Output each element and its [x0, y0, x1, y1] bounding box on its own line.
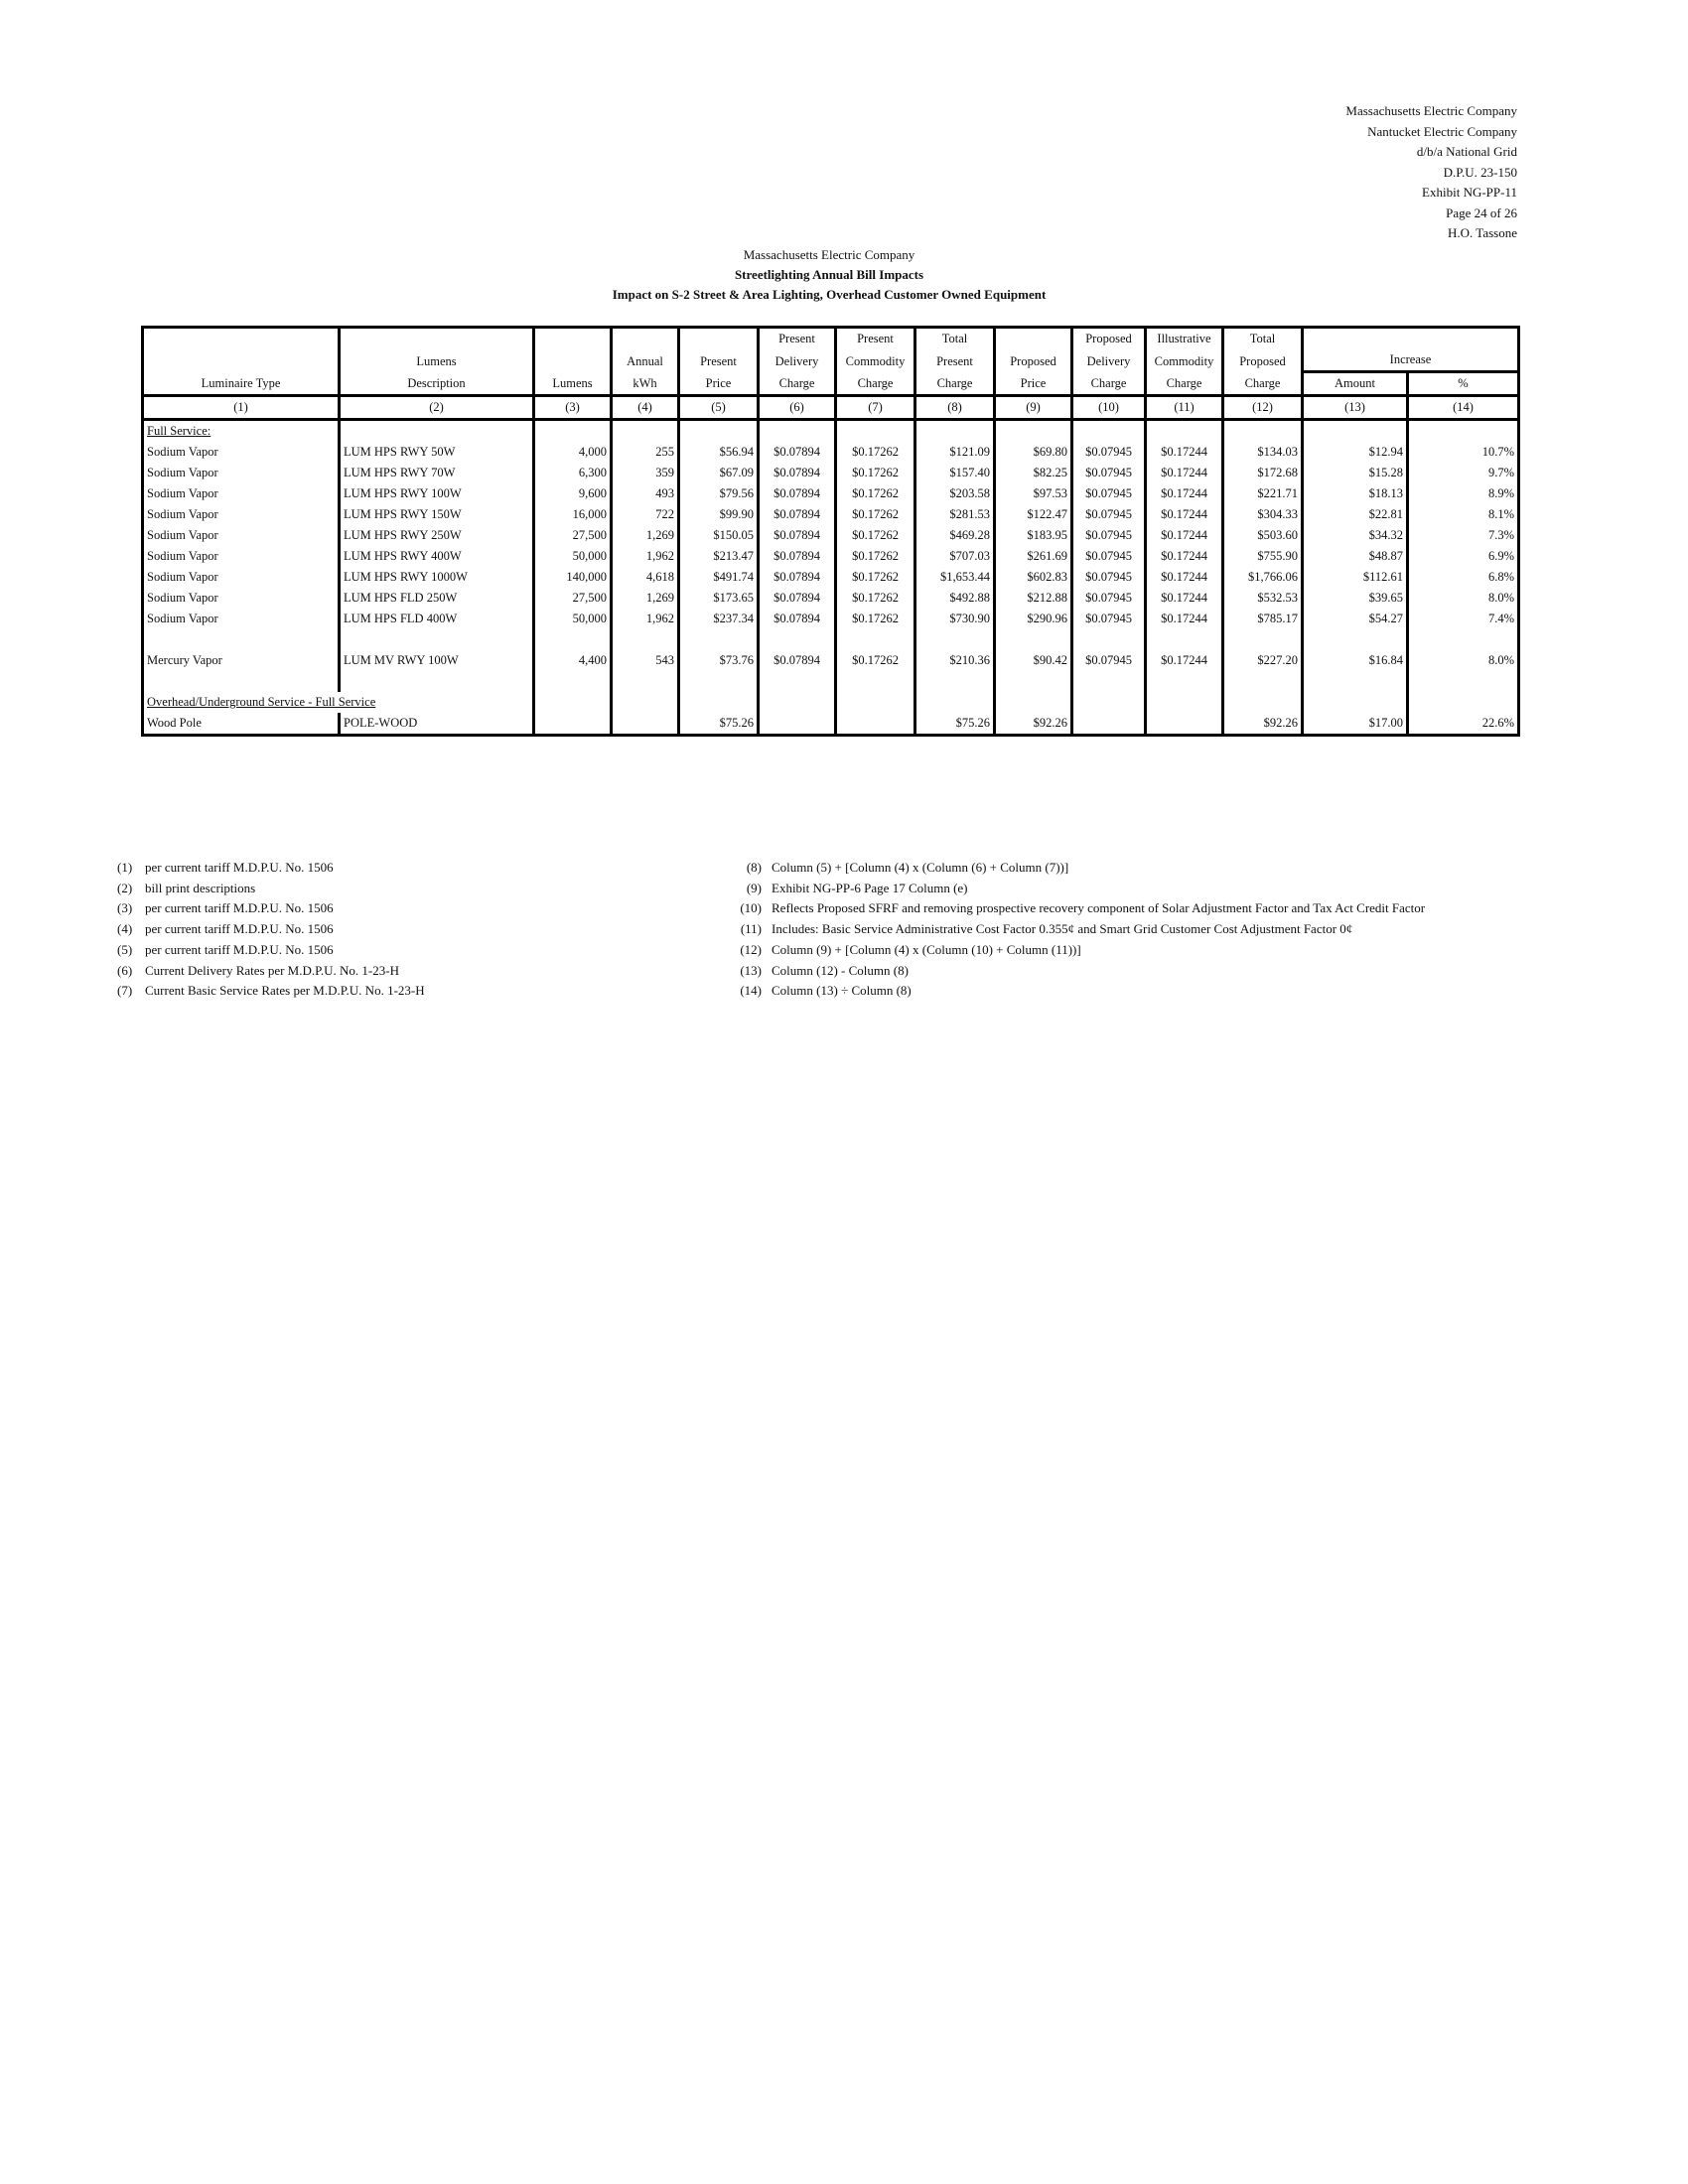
cell-total-present: $492.88: [915, 588, 995, 609]
cell-increase-amount: $18.13: [1303, 483, 1408, 504]
cell-luminaire-type: Sodium Vapor: [143, 525, 340, 546]
cell-annual-kwh: [612, 713, 679, 736]
cell-increase-amount: $12.94: [1303, 442, 1408, 463]
cell-present-commodity: $0.17262: [836, 525, 915, 546]
cell-proposed-delivery: $0.07945: [1072, 483, 1146, 504]
cell-present-price: $491.74: [679, 567, 759, 588]
cell-present-price: $237.34: [679, 609, 759, 629]
cell-total-proposed: $1,766.06: [1223, 567, 1303, 588]
cell-increase-pct: 8.0%: [1487, 653, 1514, 667]
cell-present-price: $73.76: [679, 650, 759, 671]
cell-illustrative-commodity: $0.17244: [1146, 525, 1223, 546]
footnote: (14) Column (13) ÷ Column (8): [740, 983, 912, 999]
cell-annual-kwh: 722: [612, 504, 679, 525]
cell-annual-kwh: 1,962: [612, 546, 679, 567]
cell-annual-kwh: 1,962: [612, 609, 679, 629]
col-header: Present: [836, 328, 915, 350]
col-header: Proposed: [1223, 349, 1303, 372]
col-header: Illustrative: [1146, 328, 1223, 350]
cell-present-delivery: $0.07894: [759, 588, 836, 609]
cell-present-price: $75.26: [679, 713, 759, 736]
cell-description: POLE-WOOD: [340, 713, 534, 736]
cell-proposed-price: $602.83: [995, 567, 1072, 588]
cell-total-present: $157.40: [915, 463, 995, 483]
cell-description: LUM HPS RWY 150W: [340, 504, 534, 525]
bill-impact-table: [141, 326, 1520, 737]
cell-present-commodity: $0.17262: [836, 588, 915, 609]
cell-proposed-delivery: $0.07945: [1072, 463, 1146, 483]
cell-increase-pct: 10.7%: [1481, 445, 1514, 459]
col-header: Present: [679, 349, 759, 372]
column-number: (8): [915, 396, 995, 420]
col-header-luminaire-type: Luminaire Type: [143, 372, 340, 396]
col-header: Charge: [759, 372, 836, 396]
header-line: Nantucket Electric Company: [1367, 123, 1517, 139]
footnotes-left: [117, 858, 425, 1002]
cell-proposed-price: $183.95: [995, 525, 1072, 546]
cell-illustrative-commodity: $0.17244: [1146, 442, 1223, 463]
table-row: [143, 442, 1519, 463]
col-header: Price: [995, 372, 1072, 396]
footnote: (9) Exhibit NG-PP-6 Page 17 Column (e): [746, 880, 968, 895]
cell-lumens: 140,000: [534, 567, 612, 588]
cell-proposed-price: $212.88: [995, 588, 1072, 609]
cell-present-delivery: $0.07894: [759, 504, 836, 525]
col-header: Present: [759, 328, 836, 350]
cell-proposed-delivery: $0.07945: [1072, 442, 1146, 463]
col-header: Lumens: [534, 372, 612, 396]
section-row-overhead: [143, 692, 1519, 713]
cell-present-delivery: $0.07894: [759, 463, 836, 483]
spacer-row: [143, 629, 1519, 650]
cell-description: LUM HPS RWY 50W: [340, 442, 534, 463]
cell-present-commodity: $0.17262: [836, 650, 915, 671]
cell-increase-pct: 8.9%: [1487, 486, 1514, 500]
footnote: (4) per current tariff M.D.P.U. No. 1506: [117, 921, 334, 937]
col-header: Charge: [1223, 372, 1303, 396]
cell-total-proposed: $755.90: [1223, 546, 1303, 567]
header-line: d/b/a National Grid: [1416, 144, 1517, 159]
col-header: Total: [1223, 328, 1303, 350]
footnote: (1) per current tariff M.D.P.U. No. 1506: [117, 860, 334, 875]
cell-present-commodity: $0.17262: [836, 442, 915, 463]
header-row-3: [143, 372, 1519, 396]
section-label: Overhead/Underground Service - Full Service: [147, 695, 376, 709]
cell-total-present: $203.58: [915, 483, 995, 504]
col-header: Total: [915, 328, 995, 350]
table-row: [143, 463, 1519, 483]
cell-total-proposed: $134.03: [1223, 442, 1303, 463]
cell-total-proposed: $227.20: [1223, 650, 1303, 671]
column-number: (2): [340, 396, 534, 420]
cell-proposed-delivery: $0.07945: [1072, 525, 1146, 546]
cell-illustrative-commodity: $0.17244: [1146, 609, 1223, 629]
cell-luminaire-type: Sodium Vapor: [143, 546, 340, 567]
cell-total-present: $707.03: [915, 546, 995, 567]
cell-total-proposed: $172.68: [1223, 463, 1303, 483]
footnote: (2) bill print descriptions: [117, 880, 256, 895]
col-header: Annual: [612, 349, 679, 372]
column-number: (6): [759, 396, 836, 420]
cell-increase-amount: $17.00: [1303, 713, 1408, 736]
cell-increase-pct: 7.4%: [1487, 612, 1514, 625]
cell-present-delivery: $0.07894: [759, 609, 836, 629]
cell-increase-pct: 6.9%: [1487, 549, 1514, 563]
cell-lumens: [534, 713, 612, 736]
header-row-2: [143, 349, 1519, 372]
spacer-row: [143, 671, 1519, 692]
table-row-wood-pole: [143, 713, 1519, 736]
cell-description: LUM HPS RWY 400W: [340, 546, 534, 567]
cell-increase-pct: 8.1%: [1487, 507, 1514, 521]
cell-proposed-price: $122.47: [995, 504, 1072, 525]
cell-proposed-price: $92.26: [995, 713, 1072, 736]
cell-increase-pct: 7.3%: [1487, 528, 1514, 542]
column-number: (14): [1408, 396, 1519, 420]
table-row-mercury-vapor: [143, 650, 1519, 671]
cell-illustrative-commodity: [1146, 713, 1223, 736]
cell-luminaire-type: Sodium Vapor: [143, 504, 340, 525]
cell-increase-amount: $39.65: [1303, 588, 1408, 609]
cell-total-present: $75.26: [915, 713, 995, 736]
table-row: [143, 504, 1519, 525]
cell-lumens: 6,300: [534, 463, 612, 483]
cell-description: LUM HPS RWY 70W: [340, 463, 534, 483]
column-number: (4): [612, 396, 679, 420]
cell-luminaire-type: Mercury Vapor: [143, 650, 340, 671]
footnote: (10) Reflects Proposed SFRF and removing prospective recovery component of Solar Adjustment Factor and Tax Act Credit Factor: [740, 900, 1426, 916]
column-number: (12): [1223, 396, 1303, 420]
cell-present-price: $67.09: [679, 463, 759, 483]
cell-present-delivery: [759, 713, 836, 736]
cell-proposed-delivery: $0.07945: [1072, 609, 1146, 629]
cell-total-proposed: $304.33: [1223, 504, 1303, 525]
cell-luminaire-type: Wood Pole: [143, 713, 340, 736]
cell-total-proposed: $92.26: [1223, 713, 1303, 736]
cell-total-present: $730.90: [915, 609, 995, 629]
cell-present-commodity: [836, 713, 915, 736]
cell-present-price: $150.05: [679, 525, 759, 546]
col-header: Proposed: [1072, 328, 1146, 350]
cell-proposed-delivery: [1072, 713, 1146, 736]
cell-present-commodity: $0.17262: [836, 504, 915, 525]
cell-illustrative-commodity: $0.17244: [1146, 588, 1223, 609]
cell-total-proposed: $785.17: [1223, 609, 1303, 629]
cell-illustrative-commodity: $0.17244: [1146, 483, 1223, 504]
col-header: Charge: [1146, 372, 1223, 396]
footnote: (13) Column (12) - Column (8): [740, 962, 909, 978]
cell-annual-kwh: 543: [612, 650, 679, 671]
cell-increase-pct: 22.6%: [1481, 716, 1514, 730]
cell-illustrative-commodity: $0.17244: [1146, 650, 1223, 671]
footnote: (11) Includes: Basic Service Administrative Cost Factor 0.355¢ and Smart Grid Customer Cost Adjustment Factor 0¢: [740, 921, 1353, 937]
column-number: (5): [679, 396, 759, 420]
column-number: (10): [1072, 396, 1146, 420]
cell-description: LUM HPS FLD 400W: [340, 609, 534, 629]
cell-total-proposed: $532.53: [1223, 588, 1303, 609]
col-header: %: [1458, 376, 1469, 390]
cell-present-commodity: $0.17262: [836, 546, 915, 567]
table-row: [143, 525, 1519, 546]
cell-annual-kwh: 1,269: [612, 525, 679, 546]
cell-present-delivery: $0.07894: [759, 546, 836, 567]
cell-annual-kwh: 255: [612, 442, 679, 463]
cell-lumens: 4,400: [534, 650, 612, 671]
page-title: Streetlighting Annual Bill Impacts: [734, 267, 924, 282]
cell-increase-amount: $34.32: [1303, 525, 1408, 546]
cell-annual-kwh: 4,618: [612, 567, 679, 588]
cell-total-proposed: $221.71: [1223, 483, 1303, 504]
cell-total-present: $281.53: [915, 504, 995, 525]
column-number: (11): [1146, 396, 1223, 420]
cell-present-price: $56.94: [679, 442, 759, 463]
cell-total-present: $210.36: [915, 650, 995, 671]
cell-lumens: 27,500: [534, 525, 612, 546]
header-line: Page 24 of 26: [1446, 205, 1517, 220]
exhibit-header: [1345, 101, 1517, 244]
cell-increase-amount: $54.27: [1303, 609, 1408, 629]
cell-lumens: 16,000: [534, 504, 612, 525]
cell-increase-pct: 6.8%: [1487, 570, 1514, 584]
cell-lumens: 50,000: [534, 609, 612, 629]
column-number: (7): [836, 396, 915, 420]
cell-description: LUM HPS FLD 250W: [340, 588, 534, 609]
col-header: Present: [915, 349, 995, 372]
cell-present-price: $173.65: [679, 588, 759, 609]
header-line: Massachusetts Electric Company: [1345, 103, 1517, 118]
cell-luminaire-type: Sodium Vapor: [143, 483, 340, 504]
cell-proposed-price: $290.96: [995, 609, 1072, 629]
footnote: (5) per current tariff M.D.P.U. No. 1506: [117, 941, 334, 957]
company-name: Massachusetts Electric Company: [743, 247, 915, 262]
cell-proposed-price: $261.69: [995, 546, 1072, 567]
cell-present-price: $99.90: [679, 504, 759, 525]
col-header: Delivery: [1072, 349, 1146, 372]
cell-description: LUM HPS RWY 100W: [340, 483, 534, 504]
col-header: Description: [340, 372, 534, 396]
document-titles: [141, 245, 1517, 305]
cell-luminaire-type: Sodium Vapor: [143, 442, 340, 463]
col-header: Charge: [1072, 372, 1146, 396]
cell-luminaire-type: Sodium Vapor: [143, 609, 340, 629]
footnote: (6) Current Delivery Rates per M.D.P.U. No. 1-23-H: [117, 962, 399, 978]
col-header: Charge: [836, 372, 915, 396]
cell-proposed-price: $90.42: [995, 650, 1072, 671]
cell-annual-kwh: 493: [612, 483, 679, 504]
cell-present-price: $213.47: [679, 546, 759, 567]
table-row: [143, 588, 1519, 609]
cell-illustrative-commodity: $0.17244: [1146, 567, 1223, 588]
column-number-row: [143, 396, 1519, 420]
cell-lumens: 50,000: [534, 546, 612, 567]
header-line: Exhibit NG-PP-11: [1422, 185, 1517, 200]
header-row-1: [143, 328, 1519, 350]
table-row: [143, 483, 1519, 504]
cell-increase-pct: 9.7%: [1487, 466, 1514, 479]
cell-present-delivery: $0.07894: [759, 442, 836, 463]
cell-total-proposed: $503.60: [1223, 525, 1303, 546]
cell-proposed-delivery: $0.07945: [1072, 650, 1146, 671]
cell-increase-amount: $15.28: [1303, 463, 1408, 483]
cell-lumens: 9,600: [534, 483, 612, 504]
column-number: (9): [995, 396, 1072, 420]
cell-proposed-delivery: $0.07945: [1072, 588, 1146, 609]
col-header: Delivery: [759, 349, 836, 372]
cell-lumens: 4,000: [534, 442, 612, 463]
footnote: (3) per current tariff M.D.P.U. No. 1506: [117, 900, 334, 916]
cell-present-delivery: $0.07894: [759, 650, 836, 671]
col-header: Commodity: [836, 349, 915, 372]
cell-present-commodity: $0.17262: [836, 463, 915, 483]
col-header: Charge: [915, 372, 995, 396]
cell-description: LUM HPS RWY 250W: [340, 525, 534, 546]
table-row: [143, 546, 1519, 567]
cell-present-delivery: $0.07894: [759, 483, 836, 504]
cell-proposed-delivery: $0.07945: [1072, 504, 1146, 525]
col-header: Price: [679, 372, 759, 396]
cell-description: LUM MV RWY 100W: [340, 650, 534, 671]
col-header: Amount: [1303, 372, 1408, 396]
cell-proposed-delivery: $0.07945: [1072, 567, 1146, 588]
column-number: (1): [143, 396, 340, 420]
column-number: (13): [1303, 396, 1408, 420]
cell-present-price: $79.56: [679, 483, 759, 504]
cell-proposed-delivery: $0.07945: [1072, 546, 1146, 567]
cell-luminaire-type: Sodium Vapor: [143, 567, 340, 588]
cell-luminaire-type: Sodium Vapor: [143, 463, 340, 483]
cell-total-present: $1,653.44: [915, 567, 995, 588]
cell-proposed-price: $82.25: [995, 463, 1072, 483]
cell-increase-amount: $48.87: [1303, 546, 1408, 567]
footnote: (7) Current Basic Service Rates per M.D.P.U. No. 1-23-H: [117, 983, 425, 999]
table-row: [143, 567, 1519, 588]
header-line: H.O. Tassone: [1448, 225, 1517, 240]
cell-illustrative-commodity: $0.17244: [1146, 463, 1223, 483]
cell-lumens: 27,500: [534, 588, 612, 609]
col-header: Commodity: [1146, 349, 1223, 372]
cell-present-delivery: $0.07894: [759, 567, 836, 588]
table-row: [143, 609, 1519, 629]
cell-illustrative-commodity: $0.17244: [1146, 546, 1223, 567]
column-number: (3): [534, 396, 612, 420]
cell-present-commodity: $0.17262: [836, 567, 915, 588]
footnotes-right: [730, 858, 1425, 1002]
col-header: kWh: [612, 372, 679, 396]
header-line: D.P.U. 23-150: [1443, 164, 1517, 180]
cell-description: LUM HPS RWY 1000W: [340, 567, 534, 588]
col-header: Lumens: [340, 349, 534, 372]
col-header: Proposed: [995, 349, 1072, 372]
cell-proposed-price: $69.80: [995, 442, 1072, 463]
cell-luminaire-type: Sodium Vapor: [143, 588, 340, 609]
page-subtitle: Impact on S-2 Street & Area Lighting, Overhead Customer Owned Equipment: [612, 287, 1047, 302]
footnote: (8) Column (5) + [Column (4) x (Column (6) + Column (7))]: [746, 860, 1069, 875]
cell-increase-amount: $22.81: [1303, 504, 1408, 525]
footnote: (12) Column (9) + [Column (4) x (Column (10) + Column (11))]: [740, 941, 1081, 957]
increase-header: Increase: [1303, 349, 1519, 372]
section-label: Full Service:: [143, 420, 340, 443]
section-row-full-service: [143, 420, 1519, 443]
cell-increase-amount: $112.61: [1303, 567, 1408, 588]
cell-present-delivery: $0.07894: [759, 525, 836, 546]
cell-illustrative-commodity: $0.17244: [1146, 504, 1223, 525]
cell-proposed-price: $97.53: [995, 483, 1072, 504]
cell-total-present: $121.09: [915, 442, 995, 463]
cell-increase-pct: 8.0%: [1487, 591, 1514, 605]
cell-total-present: $469.28: [915, 525, 995, 546]
cell-annual-kwh: 1,269: [612, 588, 679, 609]
cell-present-commodity: $0.17262: [836, 483, 915, 504]
cell-annual-kwh: 359: [612, 463, 679, 483]
cell-increase-amount: $16.84: [1303, 650, 1408, 671]
cell-present-commodity: $0.17262: [836, 609, 915, 629]
